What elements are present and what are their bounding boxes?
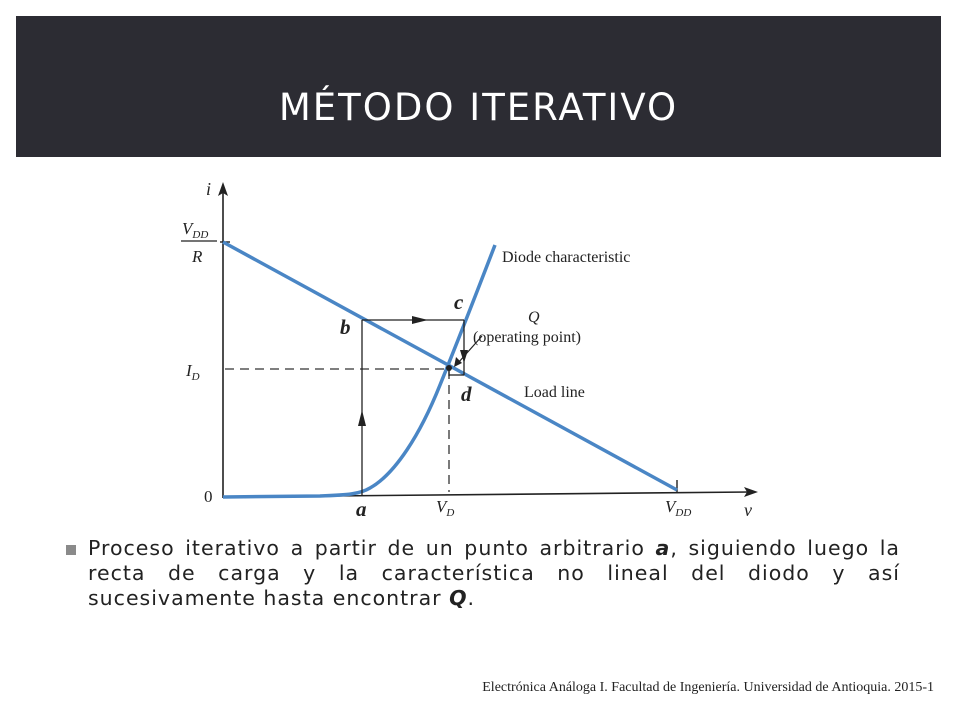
i-axis-label: i xyxy=(206,179,212,199)
svg-text:VDD: $V_{DD}$ xyxy=(182,219,209,241)
vdd-over-r-label xyxy=(181,219,217,266)
svg-text:R: R xyxy=(192,247,203,266)
zero-label: 0 xyxy=(204,487,213,506)
load-line-label: Load line xyxy=(524,384,585,401)
point-d-label: d xyxy=(461,382,472,406)
bullet-text: Proceso iterativo a partir de un punto arbitrario a, siguiendo luego la recta de carga y la característica no lineal del diodo y así sucesivamente hasta encontrar Q. xyxy=(88,536,900,610)
id-label: $I_D$ xyxy=(186,361,200,383)
arrow-up xyxy=(358,410,366,426)
load-line-diagram xyxy=(170,170,790,530)
diode-characteristic-label: Diode characteristic xyxy=(502,249,631,266)
vdd-label: $V_{DD}$ xyxy=(665,497,692,519)
point-b-label: b xyxy=(340,315,351,339)
v-axis-label: v xyxy=(744,500,752,520)
operating-point xyxy=(446,365,452,371)
slide-title: MÉTODO ITERATIVO xyxy=(278,86,679,129)
vd-label: $V_D$ xyxy=(436,497,455,519)
q-pointer-arrow xyxy=(454,357,462,367)
point-q-ref: Q xyxy=(449,586,468,610)
footer-credit: Electrónica Análoga I. Facultad de Ingeniería. Universidad de Antioquia. 2015-1 xyxy=(482,680,934,695)
bullet-item xyxy=(66,536,900,611)
arrow-right xyxy=(412,316,428,324)
q-label: Q xyxy=(528,309,540,326)
point-c-label: c xyxy=(454,290,464,314)
point-a-label: a xyxy=(356,497,367,521)
bullet-square-icon xyxy=(66,545,76,555)
diode-characteristic-curve xyxy=(223,245,495,497)
operating-point-label: (operating point) xyxy=(473,329,581,346)
point-a-ref: a xyxy=(655,536,671,560)
title-band xyxy=(16,16,941,157)
